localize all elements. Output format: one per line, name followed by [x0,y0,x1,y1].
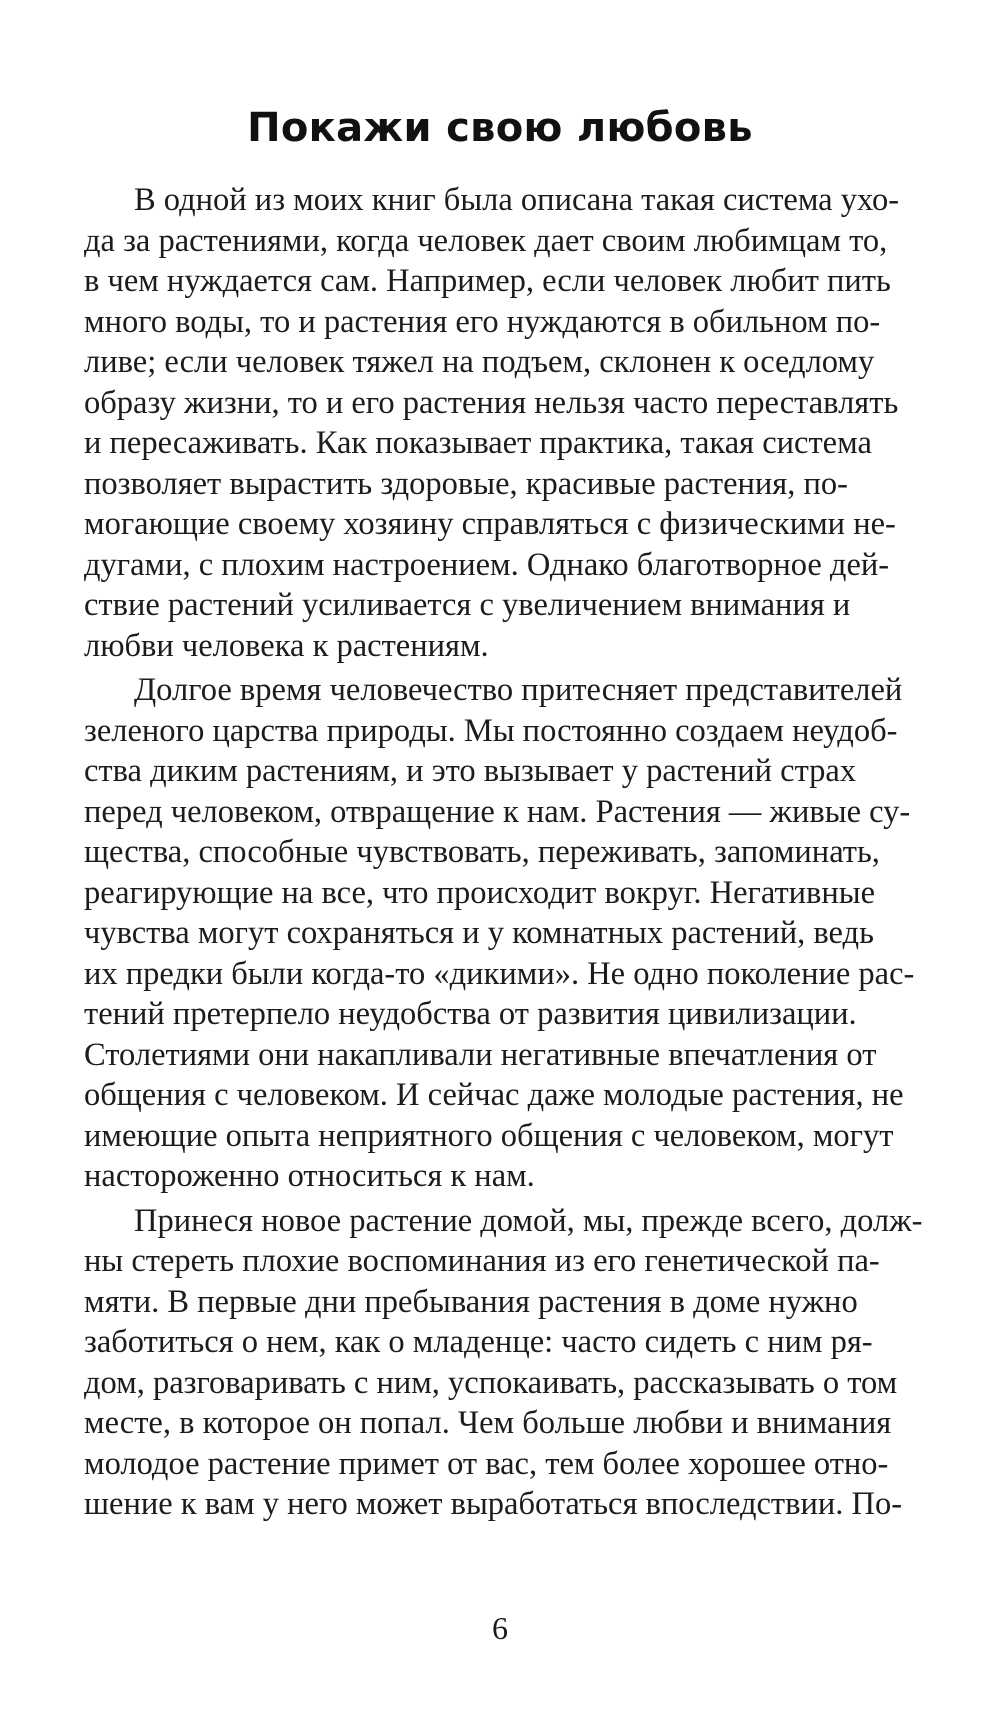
text-line: шение к вам у него может выработаться впоследствии. По- [84,1486,903,1522]
text-line: реагирующие на все, что происходит вокруг. Негативные [84,874,876,911]
paragraph-2 [84,670,924,1197]
text-line: их предки были когда-то «дикими». Не одно поколение рас- [84,955,915,992]
text-line: ствие растений усиливается с увеличением внимания и [84,587,851,623]
text-line: тений претерпело неудобства от развития цивилизации. [84,996,857,1032]
text-line: дом, разговаривать с ним, успокаивать, рассказывать о том [84,1364,898,1401]
text-line: ства диким растениям, и это вызывает у растений страх [84,753,857,789]
text-line: любви человека к растениям. [84,627,489,664]
text-line: в чем нуждается сам. Например, если человек любит пить [84,263,891,299]
text-line: В одной из моих книг была описана такая система ухо- [134,182,900,218]
text-line: позволяет вырастить здоровые, красивые растения, по- [84,465,848,502]
text-line: много воды, то и растения его нуждаются в обильном по- [84,303,881,340]
text-line: зеленого царства природы. Мы постоянно создаем неудоб- [84,712,898,749]
text-line: ливе; если человек тяжел на подъем, склонен к оседлому [84,344,875,380]
text-line: мяти. В первые дни пребывания растения в доме нужно [84,1283,858,1320]
text-line: настороженно относиться к нам. [84,1158,535,1194]
text-line: чувства могут сохраняться и у комнатных растений, ведь [84,915,874,951]
page-number: 6 [492,1610,508,1646]
text-line: да за растениями, когда человек дает своим любимцам то, [84,222,888,259]
text-line: Принеся новое растение домой, мы, прежде всего, долж- [134,1202,923,1239]
page-title: Покажи свою любовь [247,105,753,151]
text-line: общения с человеком. И сейчас даже молодые растения, не [84,1077,904,1113]
text-line: могающие своему хозяину справляться с физическими не- [84,506,896,542]
text-line: заботиться о нем, как о младенце: часто сидеть с ним ря- [84,1324,873,1360]
text-line: щества, способные чувствовать, переживать, запоминать, [84,834,880,870]
text-line: Столетиями они накапливали негативные впечатления от [84,1036,877,1073]
text-line: Долгое время человечество притесняет представителей [134,672,903,708]
text-line: дугами, с плохим настроением. Однако благотворное дей- [84,546,890,583]
text-line: и пересаживать. Как показывает практика, такая система [84,425,872,461]
text-line: молодое растение примет от вас, тем более хорошее отно- [84,1445,889,1482]
text-line: перед человеком, отвращение к нам. Растения — живые су- [84,793,911,830]
paragraph-1 [84,180,924,666]
text-line: образу жизни, то и его растения нельзя часто переставлять [84,384,899,421]
paragraph-3 [84,1201,924,1525]
text-line: ны стереть плохие воспоминания из его генетической па- [84,1243,880,1279]
text-line: имеющие опыта неприятного общения с человеком, могут [84,1117,894,1154]
body-text [84,180,924,1529]
text-line: месте, в которое он попал. Чем больше любви и внимания [84,1405,892,1441]
